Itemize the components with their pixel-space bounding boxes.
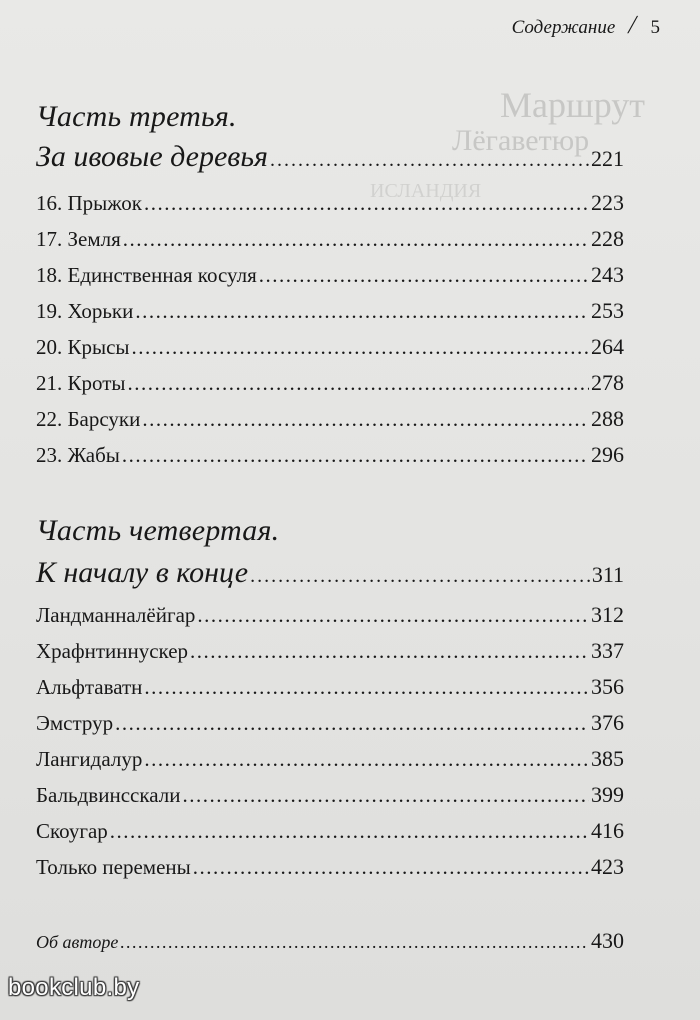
chapter-title: Бальдвинсскали <box>36 783 181 807</box>
toc-entry[interactable] <box>36 262 624 288</box>
chapter-title: Скоугар <box>36 819 108 843</box>
dot-leader <box>197 603 589 628</box>
dot-leader <box>144 191 589 216</box>
toc-entry[interactable] <box>36 334 624 360</box>
part-four-title-row[interactable] <box>36 556 624 590</box>
page-number: 376 <box>591 710 624 735</box>
chapter-title: 23. Жабы <box>36 443 120 467</box>
page-number: 296 <box>591 442 624 467</box>
toc-entry[interactable] <box>36 782 624 808</box>
dot-leader <box>120 932 589 953</box>
page-number: 399 <box>591 782 624 807</box>
page-number: 243 <box>591 262 624 287</box>
chapter-title: 16. Прыжок <box>36 191 142 215</box>
toc-entry[interactable] <box>36 638 624 664</box>
page-number: 337 <box>591 638 624 663</box>
page-number: 221 <box>591 146 624 171</box>
dot-leader <box>259 263 589 288</box>
chapter-title: Храфнтиннускер <box>36 639 189 663</box>
dot-leader <box>182 783 589 808</box>
toc-entry[interactable] <box>36 818 624 844</box>
dot-leader <box>122 443 589 468</box>
chapter-title: 17. Земля <box>36 227 121 251</box>
dot-leader <box>190 639 589 664</box>
chapter-title: Только перемены <box>36 855 191 879</box>
toc-entry[interactable] <box>36 710 624 736</box>
dot-leader <box>142 407 589 432</box>
dot-leader <box>110 819 589 844</box>
toc-entry[interactable] <box>36 190 624 216</box>
toc-entry[interactable] <box>36 406 624 432</box>
show-through-text: ИСЛАНДИЯ <box>370 180 482 202</box>
page-number: 228 <box>591 226 624 251</box>
toc-entry[interactable] <box>36 298 624 324</box>
dot-leader <box>144 675 589 700</box>
toc-entry[interactable] <box>36 226 624 252</box>
dot-leader <box>135 299 589 324</box>
show-through-text: Маршрут <box>500 85 645 125</box>
header-page-number: 5 <box>650 17 660 38</box>
page-number: 312 <box>591 602 624 627</box>
toc-entry[interactable] <box>36 674 624 700</box>
part-title: За ивовые деревья <box>36 140 268 173</box>
page-number: 356 <box>591 674 624 699</box>
page-number: 264 <box>591 334 624 359</box>
dot-leader <box>123 227 589 252</box>
running-header <box>512 10 660 40</box>
chapter-title: Лангидалур <box>36 747 143 771</box>
chapter-title: 20. Крысы <box>36 335 130 359</box>
part-three-label: Часть третья. <box>36 100 237 133</box>
page-number: 423 <box>591 854 624 879</box>
toc-entry[interactable] <box>36 602 624 628</box>
dot-leader <box>250 556 590 590</box>
toc-entry[interactable] <box>36 854 624 880</box>
page-number: 430 <box>591 928 624 953</box>
chapter-title: 22. Барсуки <box>36 407 141 431</box>
dot-leader <box>115 711 589 736</box>
chapter-title: Ландманналёйгар <box>36 603 196 627</box>
dot-leader <box>128 371 589 396</box>
header-section-title: Содержание <box>511 17 616 38</box>
chapter-title: Эмструр <box>36 711 114 735</box>
dot-leader <box>132 335 589 360</box>
bookclub-watermark: bookclub.by <box>8 974 140 1001</box>
part-four-label: Часть четвертая. <box>36 514 280 547</box>
toc-entry[interactable] <box>36 442 624 468</box>
dot-leader <box>144 747 589 772</box>
page-number: 223 <box>591 190 624 215</box>
page-number: 311 <box>591 562 624 587</box>
show-through-text: Лёгаветюр <box>452 124 590 157</box>
chapter-title: 19. Хорьки <box>36 299 134 323</box>
part-three-title-row[interactable] <box>36 140 624 174</box>
dot-leader <box>270 140 589 174</box>
part-title: К началу в конце <box>36 556 249 589</box>
chapter-title: 18. Единственная косуля <box>36 263 257 287</box>
chapter-title: Альфтаватн <box>36 675 143 699</box>
page-number: 278 <box>591 370 624 395</box>
header-separator: / <box>626 10 640 39</box>
toc-entry[interactable] <box>36 746 624 772</box>
chapter-title: 21. Кроты <box>36 371 126 395</box>
dot-leader <box>193 855 589 880</box>
about-author-title: Об авторе <box>36 932 119 952</box>
toc-entry[interactable] <box>36 370 624 396</box>
page-number: 288 <box>591 406 624 431</box>
page-number: 385 <box>591 746 624 771</box>
about-author-entry[interactable] <box>36 928 624 954</box>
page-number: 416 <box>591 818 624 843</box>
page-number: 253 <box>591 298 624 323</box>
